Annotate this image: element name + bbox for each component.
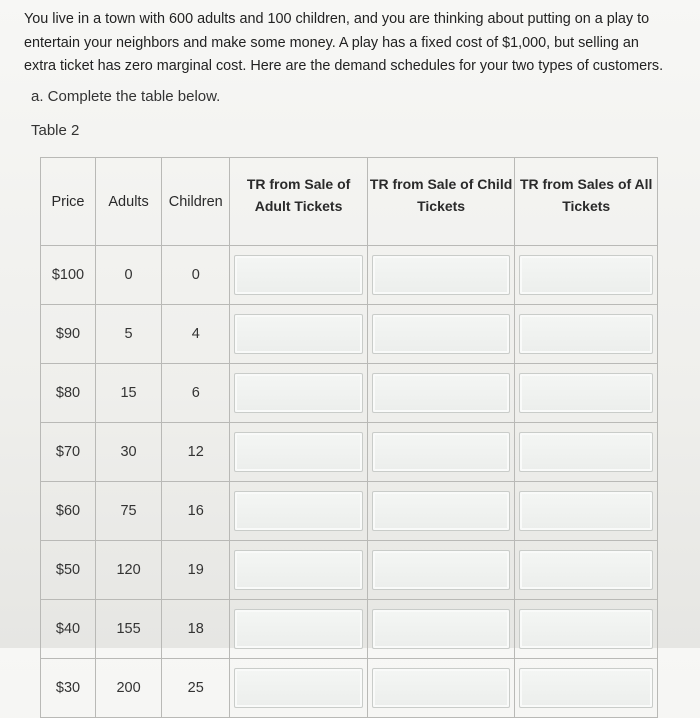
table-row: [41, 600, 658, 659]
cell-tr-adult: [230, 305, 367, 364]
cell-children: 0: [162, 246, 230, 305]
cell-tr-child: [367, 246, 515, 305]
answer-input-tr-adult[interactable]: [234, 432, 362, 472]
answer-input-tr-all[interactable]: [519, 491, 653, 531]
cell-tr-adult: [230, 423, 367, 482]
cell-adults: 15: [95, 364, 161, 423]
answer-input-tr-child[interactable]: [372, 668, 511, 708]
answer-input-tr-child[interactable]: [372, 314, 511, 354]
cell-children: 25: [162, 659, 230, 718]
cell-adults: 120: [95, 541, 161, 600]
intro-line-1: You live in a town with 600 adults and 100 children, and you are thinking about putting on a play to: [24, 11, 650, 27]
cell-tr-child: [367, 659, 515, 718]
question-prompt: a. Complete the table below.: [31, 88, 221, 105]
cell-children: 12: [162, 423, 230, 482]
cell-tr-child: [367, 423, 515, 482]
cell-tr-child: [367, 482, 515, 541]
cell-tr-child: [367, 305, 515, 364]
answer-input-tr-adult[interactable]: [234, 373, 362, 413]
cell-children: 19: [162, 541, 230, 600]
answer-input-tr-all[interactable]: [519, 373, 653, 413]
answer-input-tr-all[interactable]: [519, 314, 653, 354]
cell-adults: 5: [95, 305, 161, 364]
cell-adults: 155: [95, 600, 161, 659]
cell-tr-adult: [230, 482, 367, 541]
answer-input-tr-adult[interactable]: [234, 491, 362, 531]
cell-tr-adult: [230, 600, 367, 659]
answer-input-tr-adult[interactable]: [234, 668, 362, 708]
cell-price: $100: [41, 246, 96, 305]
answer-input-tr-child[interactable]: [372, 550, 511, 590]
answer-input-tr-child[interactable]: [372, 491, 511, 531]
cell-tr-adult: [230, 364, 367, 423]
answer-input-tr-child[interactable]: [372, 432, 511, 472]
cell-tr-all: [515, 246, 658, 305]
cell-tr-all: [515, 659, 658, 718]
cell-adults: 0: [95, 246, 161, 305]
table-header-row: [41, 158, 658, 246]
table-row: [41, 482, 658, 541]
answer-input-tr-child[interactable]: [372, 373, 511, 413]
demand-table: [40, 157, 658, 718]
answer-input-tr-adult[interactable]: [234, 609, 362, 649]
table-row: [41, 364, 658, 423]
header-children: Children: [162, 158, 230, 246]
cell-tr-child: [367, 364, 515, 423]
cell-tr-all: [515, 305, 658, 364]
problem-intro: [24, 8, 694, 79]
header-tr-child: TR from Sale of Child Tickets: [367, 158, 515, 246]
table-row: [41, 541, 658, 600]
answer-input-tr-all[interactable]: [519, 609, 653, 649]
cell-tr-all: [515, 423, 658, 482]
header-price: Price: [41, 158, 96, 246]
cell-tr-all: [515, 600, 658, 659]
answer-input-tr-child[interactable]: [372, 255, 511, 295]
cell-adults: 30: [95, 423, 161, 482]
intro-line-2: entertain your neighbors and make some money. A play has a fixed cost of $1,000, but selling an: [24, 34, 639, 51]
cell-price: $80: [41, 364, 96, 423]
cell-tr-adult: [230, 659, 367, 718]
cell-price: $60: [41, 482, 96, 541]
table-row: [41, 659, 658, 718]
answer-input-tr-adult[interactable]: [234, 255, 362, 295]
answer-input-tr-child[interactable]: [372, 609, 511, 649]
answer-input-tr-all[interactable]: [519, 550, 653, 590]
table-row: [41, 423, 658, 482]
cell-children: 4: [162, 305, 230, 364]
answer-input-tr-all[interactable]: [519, 432, 653, 472]
header-tr-all: TR from Sales of All Tickets: [515, 158, 658, 246]
cell-tr-all: [515, 541, 658, 600]
header-tr-adult: TR from Sale of Adult Tickets: [230, 158, 367, 246]
table-label: Table 2: [31, 122, 80, 139]
answer-input-tr-adult[interactable]: [234, 550, 362, 590]
cell-tr-all: [515, 364, 658, 423]
answer-input-tr-adult[interactable]: [234, 314, 362, 354]
cell-price: $30: [41, 659, 96, 718]
cell-price: $90: [41, 305, 96, 364]
cell-tr-adult: [230, 246, 367, 305]
intro-line-3: extra ticket has zero marginal cost. Here are the demand schedules for your two types of customers.: [24, 58, 664, 74]
answer-input-tr-all[interactable]: [519, 255, 653, 295]
cell-tr-child: [367, 541, 515, 600]
cell-children: 16: [162, 482, 230, 541]
cell-price: $40: [41, 600, 96, 659]
cell-tr-all: [515, 482, 658, 541]
cell-children: 6: [162, 364, 230, 423]
cell-price: $50: [41, 541, 96, 600]
cell-adults: 200: [95, 659, 161, 718]
cell-tr-adult: [230, 541, 367, 600]
table-row: [41, 305, 658, 364]
cell-price: $70: [41, 423, 96, 482]
cell-tr-child: [367, 600, 515, 659]
header-adults: Adults: [95, 158, 161, 246]
cell-adults: 75: [95, 482, 161, 541]
table-row: [41, 246, 658, 305]
answer-input-tr-all[interactable]: [519, 668, 653, 708]
cell-children: 18: [162, 600, 230, 659]
